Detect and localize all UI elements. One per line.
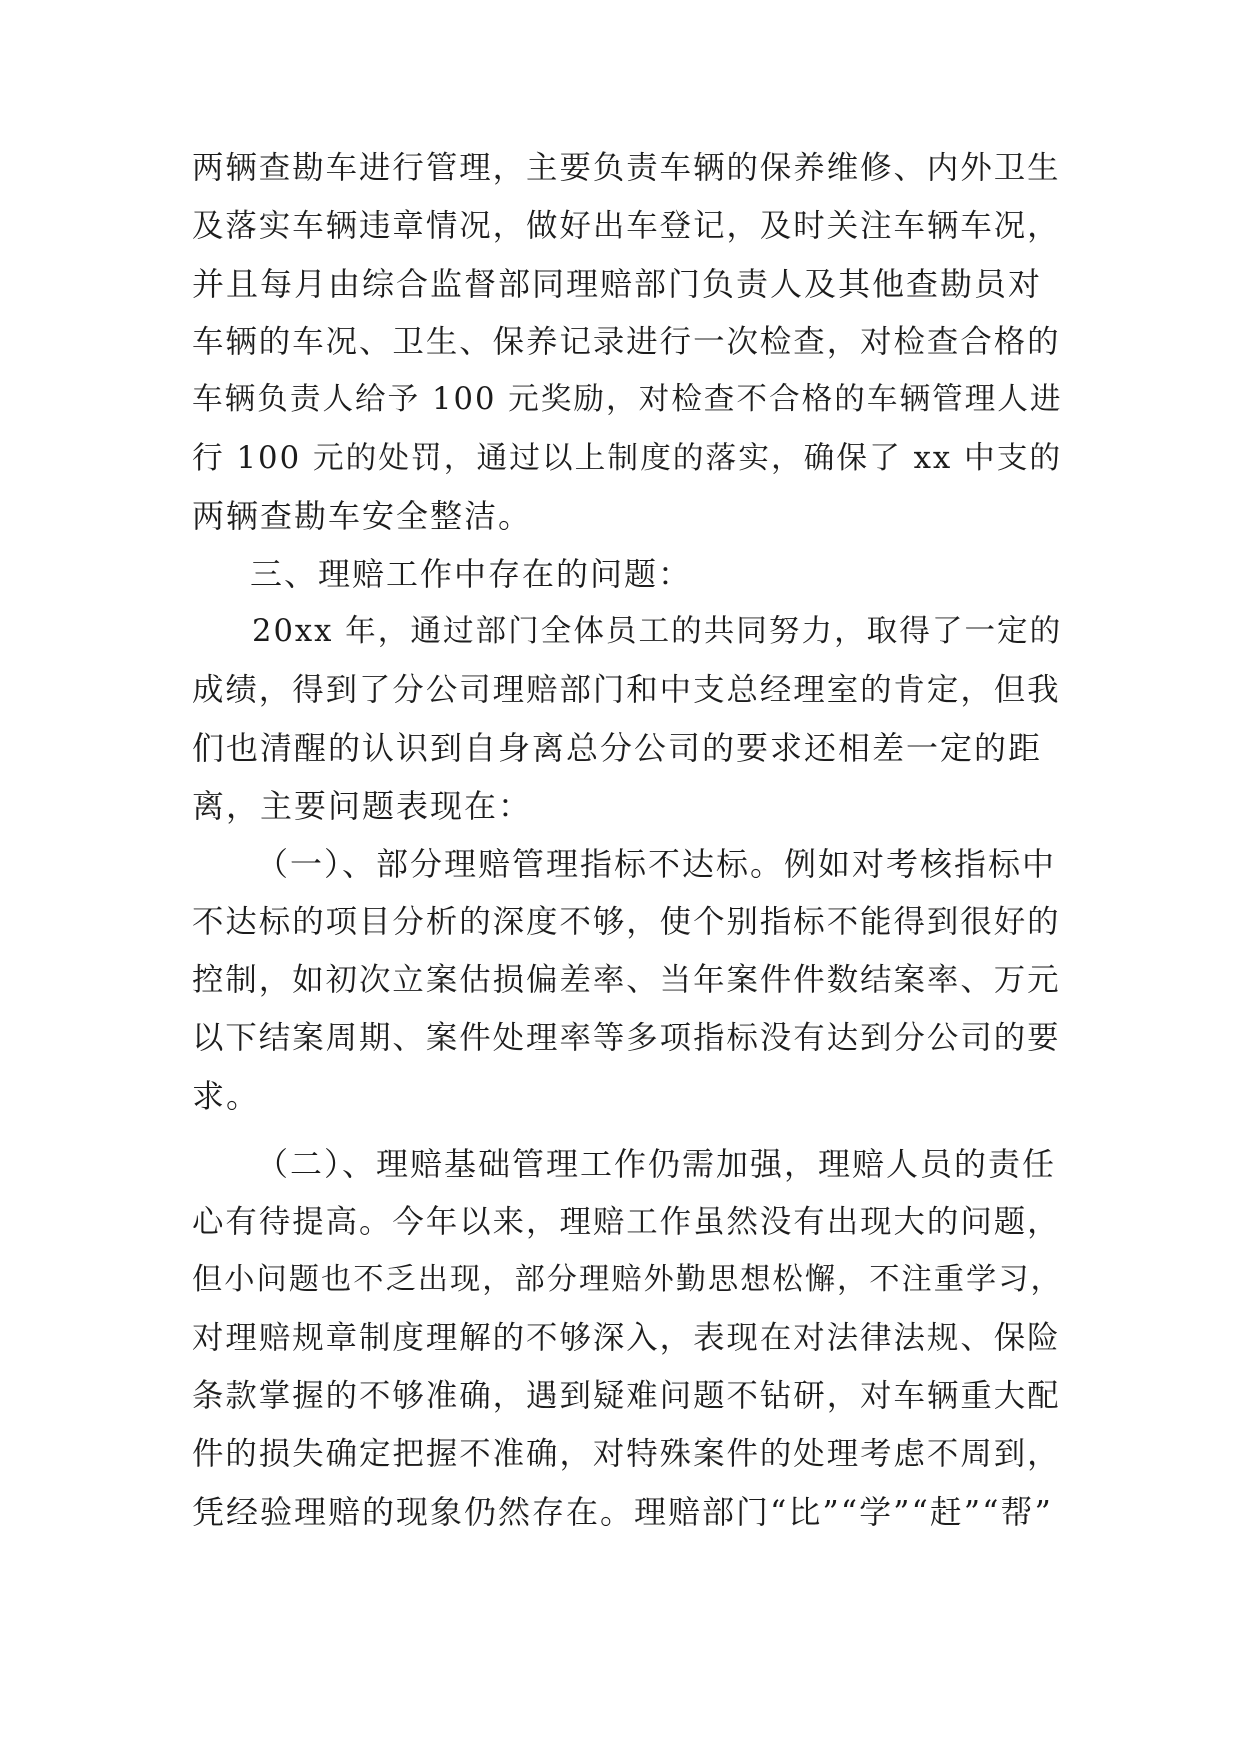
text-line: 20xx 年，通过部门全体员工的共同努力，取得了一定的 [252, 614, 1063, 649]
text-line: 件的损失确定把握不准确，对特殊案件的处理考虑不周到， [192, 1436, 1061, 1472]
text-line: 控制，如初次立案估损偏差率、当年案件件数结案率、万元 [192, 962, 1061, 998]
text-line: 车辆的车况、卫生、保养记录进行一次检查，对检查合格的 [192, 324, 1061, 360]
text-line: 行 100 元的处罚，通过以上制度的落实，确保了 xx 中支的 [192, 440, 1063, 476]
section-heading: 三、理赔工作中存在的问题： [250, 555, 693, 593]
text-line: 成绩，得到了分公司理赔部门和中支总经理室的肯定，但我 [192, 672, 1061, 708]
text-line: 以下结案周期、案件处理率等多项指标没有达到分公司的要 [192, 1020, 1061, 1056]
text-line: 离，主要问题表现在： [192, 787, 533, 825]
text-line: 条款掌握的不够准确，遇到疑难问题不钻研，对车辆重大配 [192, 1378, 1061, 1414]
text-line: 凭经验理赔的现象仍然存在。理赔部门“比”“学”“赶”“帮” [192, 1493, 1053, 1531]
text-line: 两辆查勘车进行管理，主要负责车辆的保养维修、内外卫生 [192, 150, 1061, 186]
text-line: 但小问题也不乏出现，部分理赔外勤思想松懈，不注重学习， [192, 1262, 1063, 1297]
text-line: 求。 [192, 1077, 261, 1115]
text-line: 不达标的项目分析的深度不够，使个别指标不能得到很好的 [192, 904, 1061, 940]
text-line: 对理赔规章制度理解的不够深入，表现在对法律法规、保险 [192, 1320, 1061, 1356]
subsection-line: （一）、部分理赔管理指标不达标。例如对考核指标中 [256, 845, 1057, 883]
text-line: 及落实车辆违章情况，做好出车登记，及时关注车辆车况， [192, 208, 1061, 244]
text-line: 心有待提高。今年以来，理赔工作虽然没有出现大的问题， [192, 1204, 1061, 1240]
text-line: 两辆查勘车安全整洁。 [192, 497, 533, 535]
subsection-line: （二）、理赔基础管理工作仍需加强，理赔人员的责任 [256, 1145, 1057, 1183]
text-line: 们也清醒的认识到自身离总分公司的要求还相差一定的距 [192, 729, 1043, 767]
text-line: 车辆负责人给予 100 元奖励，对检查不合格的车辆管理人进 [192, 382, 1063, 417]
text-line: 并且每月由综合监督部同理赔部门负责人及其他查勘员对 [192, 265, 1043, 303]
